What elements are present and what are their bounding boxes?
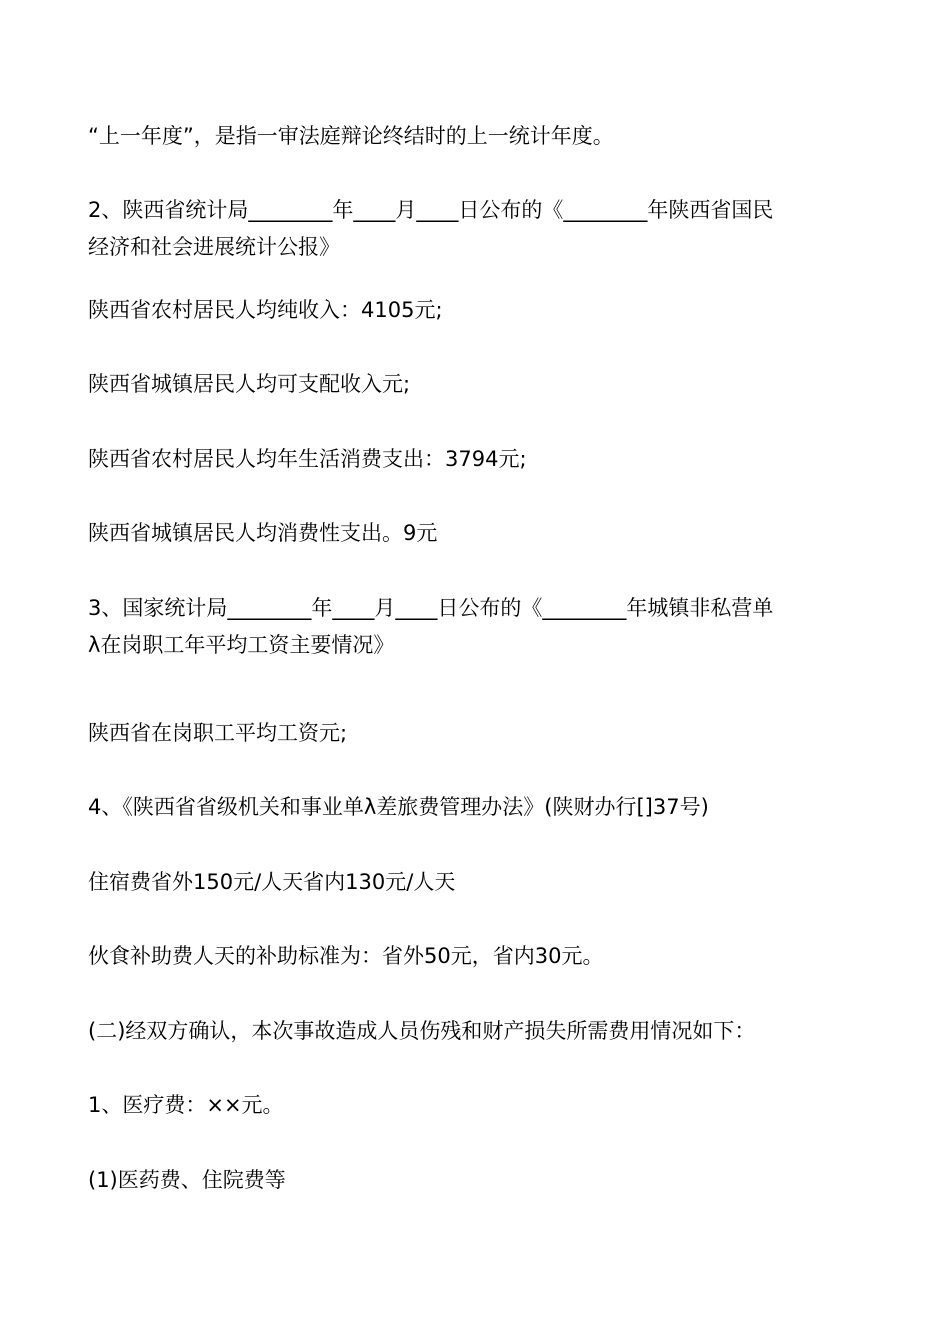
paragraph-rural-consumption: 陕西省农村居民人均年生活消费支出：3794元;	[88, 447, 527, 471]
paragraph-medical-fee: 1、医疗费：××元。	[88, 1093, 284, 1117]
paragraph-rural-net-income: 陕西省农村居民人均纯收入：4105元;	[88, 298, 443, 322]
paragraph-national-statistics-wages	[88, 590, 868, 664]
paragraph-accommodation-fee: 住宿费省外150元/人天省内130元/人天	[88, 870, 456, 894]
paragraph-line: 2、陕西省统计局________年____月____日公布的《________年陕西省国民	[88, 198, 774, 222]
paragraph-line: 经济和社会进展统计公报》	[88, 235, 340, 259]
paragraph-travel-expense-regulation: 4、《陕西省省级机关和事业单λ差旅费管理办法》(陕财办行[]37号)	[88, 795, 709, 819]
paragraph-both-parties-confirm: (二)经双方确认，本次事故造成人员伤残和财产损失所需费用情况如下：	[88, 1019, 756, 1043]
paragraph-medicine-hospital-fee: (1)医药费、住院费等	[88, 1168, 286, 1192]
paragraph-meal-allowance: 伙食补助费人天的补助标准为：省外50元，省内30元。	[88, 944, 604, 968]
paragraph-urban-disposable-income: 陕西省城镇居民人均可支配收入元;	[88, 372, 411, 396]
paragraph-shaanxi-statistics-bulletin	[88, 192, 868, 266]
paragraph-urban-consumption: 陕西省城镇居民人均消费性支出。9元	[88, 521, 438, 545]
paragraph-line: 3、国家统计局________年____月____日公布的《________年城镇非私营单	[88, 596, 774, 620]
paragraph-last-year-definition: “上一年度”，是指一审法庭辩论终结时的上一统计年度。	[88, 124, 614, 148]
paragraph-average-wage: 陕西省在岗职工平均工资元;	[88, 721, 348, 745]
document-page	[88, 0, 868, 1344]
paragraph-line: λ在岗职工年平均工资主要情况》	[88, 633, 395, 657]
